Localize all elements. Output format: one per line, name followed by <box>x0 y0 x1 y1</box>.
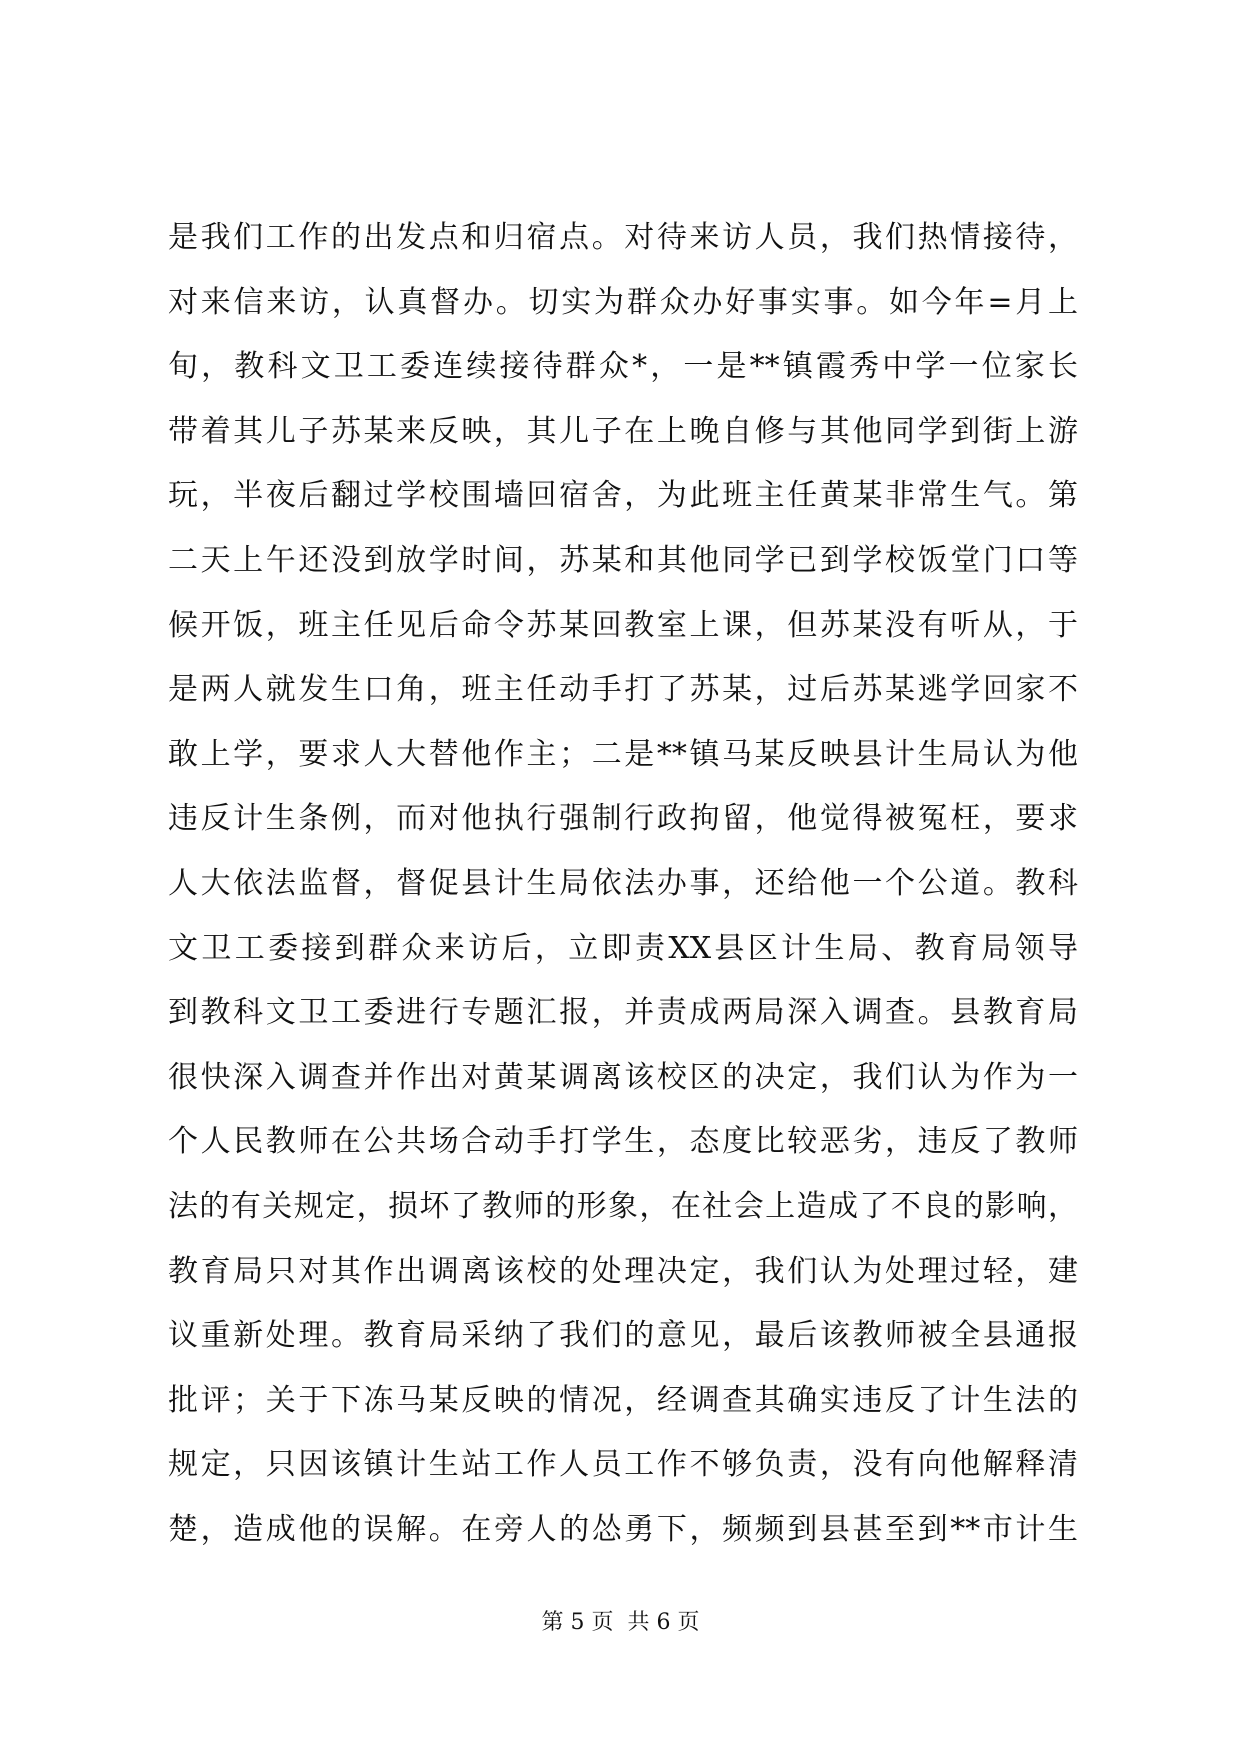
text-line: 旬，教科文卫工委连续接待群众*，一是**镇霞秀中学一位家长 <box>168 349 1078 385</box>
text-line: 议重新处理。教育局采纳了我们的意见，最后该教师被全县通报 <box>168 1318 1078 1354</box>
page-number: 第 5 页 共 6 页 <box>541 1610 700 1635</box>
text-line: 带着其儿子苏某来反映，其儿子在上晚自修与其他同学到街上游 <box>168 413 1078 449</box>
text-line: 对来信来访，认真督办。切实为群众办好事实事。如今年=月上 <box>168 284 1078 320</box>
text-line: 违反计生条例，而对他执行强制行政拘留，他觉得被冤枉，要求 <box>168 801 1078 837</box>
text-line: 批评；关于下冻马某反映的情况，经调查其确实违反了计生法的 <box>168 1382 1078 1418</box>
text-line: 到教科文卫工委进行专题汇报，并责成两局深入调查。县教育局 <box>168 995 1078 1031</box>
text-line: 二天上午还没到放学时间，苏某和其他同学已到学校饭堂门口等 <box>168 542 1078 578</box>
text-line: 玩，半夜后翻过学校围墙回宿舍，为此班主任黄某非常生气。第 <box>168 478 1078 514</box>
text-line: 教育局只对其作出调离该校的处理决定，我们认为处理过轻，建 <box>168 1253 1078 1289</box>
text-line: 敢上学，要求人大替他作主；二是**镇马某反映县计生局认为他 <box>168 736 1078 772</box>
text-line: 文卫工委接到群众来访后，立即责XX县区计生局、教育局领导 <box>168 930 1078 966</box>
text-line: 人大依法监督，督促县计生局依法办事，还给他一个公道。教科 <box>168 865 1078 901</box>
text-line: 楚，造成他的误解。在旁人的怂勇下，频频到县甚至到**市计生 <box>168 1511 1078 1547</box>
text-line: 是两人就发生口角，班主任动手打了苏某，过后苏某逃学回家不 <box>168 672 1078 708</box>
text-line: 规定，只因该镇计生站工作人员工作不够负责，没有向他解释清 <box>168 1447 1078 1483</box>
text-line: 法的有关规定，损坏了教师的形象，在社会上造成了不良的影响， <box>168 1188 1078 1224</box>
text-line: 是我们工作的出发点和归宿点。对待来访人员，我们热情接待， <box>168 220 1078 255</box>
page-footer <box>0 1608 1241 1638</box>
text-line: 个人民教师在公共场合动手打学生，态度比较恶劣，违反了教师 <box>168 1124 1078 1160</box>
text-line: 候开饭，班主任见后命令苏某回教室上课，但苏某没有听从，于 <box>168 607 1078 643</box>
text-line: 很快深入调查并作出对黄某调离该校区的决定，我们认为作为一 <box>168 1059 1078 1095</box>
body-text <box>168 206 1078 1562</box>
